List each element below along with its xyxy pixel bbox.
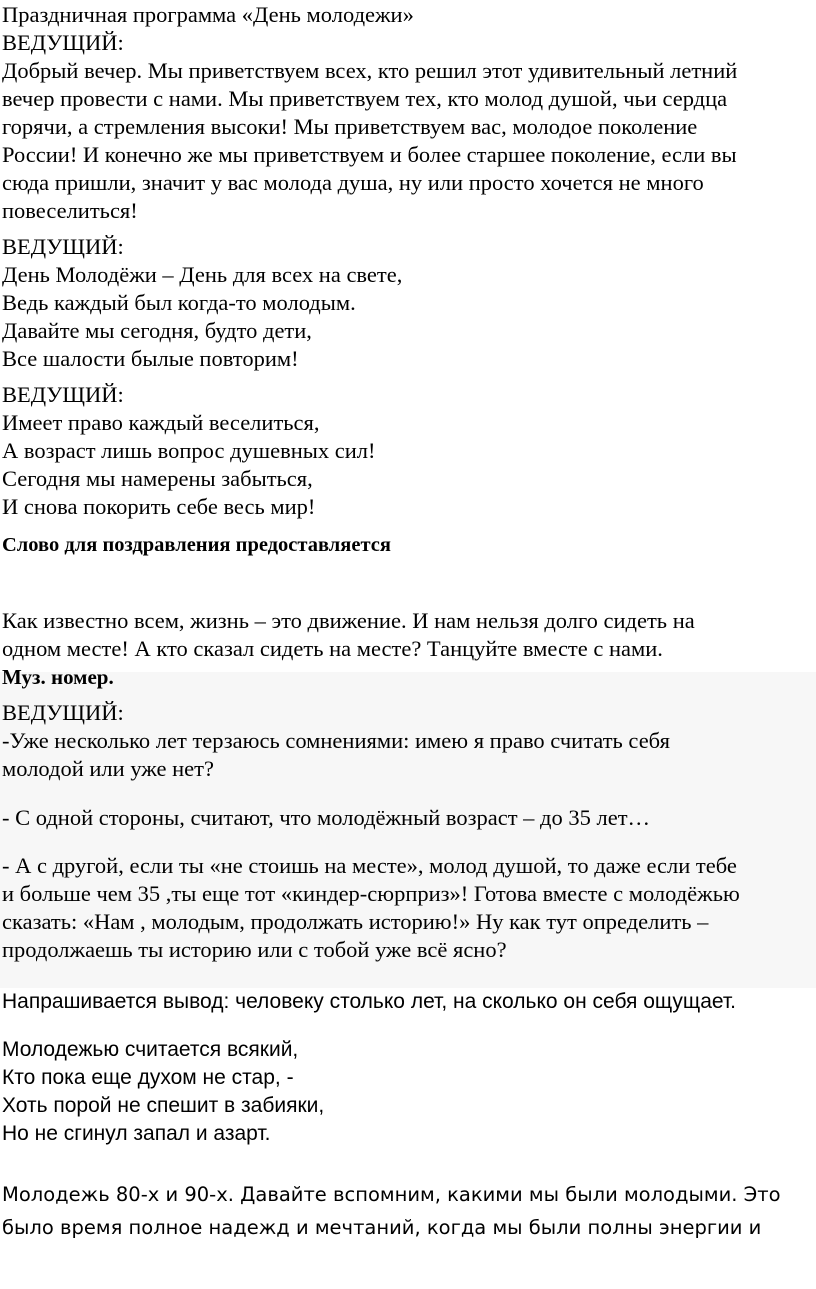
verse-line: Имеет право каждый веселиться,	[2, 410, 320, 435]
text-line: было время полное надежд и мечтаний, когда мы были полны энергии и	[2, 1216, 762, 1239]
poem-line: Хоть порой не спешит в забияки,	[2, 1094, 325, 1117]
host-label: ВЕДУЩИЙ:	[2, 700, 124, 725]
host-label: ВЕДУЩИЙ:	[2, 30, 124, 55]
verse-line: Сегодня мы намерены забыться,	[2, 466, 313, 491]
text-line: горячи, а стремления высоки! Мы приветствуем вас, молодое поколение	[2, 114, 698, 139]
music-number-heading: Муз. номер.	[2, 665, 114, 689]
text-line: - С одной стороны, считают, что молодёжный возраст – до 35 лет…	[2, 805, 651, 830]
host-speech-age-continued	[2, 852, 814, 964]
text-line: -Уже несколько лет терзаюсь сомнениями: имею я право считать себя	[2, 728, 670, 753]
poem-line: Но не сгинул запал и азарт.	[2, 1122, 271, 1145]
text-line: Добрый вечер. Мы приветствуем всех, кто решил этот удивительный летний	[2, 58, 738, 83]
host-label: ВЕДУЩИЙ:	[2, 382, 124, 407]
text-line: молодой или уже нет?	[2, 756, 214, 781]
text-line: и больше чем 35 ,ты еще тот «киндер-сюрприз»! Готова вместе с молодёжью	[2, 881, 740, 906]
host-speech-greeting	[2, 57, 814, 225]
verse-line: Все шалости былые повторим!	[2, 346, 299, 371]
decades-paragraph	[2, 1178, 814, 1244]
host-verse-youth-day	[2, 261, 814, 373]
text-line: Как известно всем, жизнь – это движение. И нам нельзя долго сидеть на	[2, 608, 695, 633]
host-label: ВЕДУЩИЙ:	[2, 234, 124, 259]
youth-poem	[2, 1036, 814, 1148]
text-line: - А с другой, если ты «не стоишь на месте», молод душой, то даже если тебе	[2, 853, 737, 878]
dance-paragraph	[2, 607, 814, 663]
host-verse-celebrate	[2, 409, 814, 521]
text-line: одном месте! А кто сказал сидеть на месте? Танцуйте вместе с нами.	[2, 636, 663, 661]
verse-line: Ведь каждый был когда-то молодым.	[2, 290, 356, 315]
decades-text: Давайте вспомним, какими мы были молодыми. Это	[240, 1183, 781, 1206]
verse-line: И снова покорить себе весь мир!	[2, 494, 316, 519]
text-line: сюда пришли, значит у вас молода душа, ну или просто хочется не много	[2, 170, 704, 195]
poem-line: Кто пока еще духом не стар, -	[2, 1066, 294, 1089]
verse-line: А возраст лишь вопрос душевных сил!	[2, 438, 376, 463]
text-line: сказать: «Нам , молодым, продолжать историю!» Ну как тут определить –	[2, 909, 709, 934]
text-line: России! И конечно же мы приветствуем и более старшее поколение, если вы	[2, 142, 737, 167]
congratulations-heading: Слово для поздравления предоставляется	[2, 534, 391, 556]
poem-line: Молодежью считается всякий,	[2, 1038, 299, 1061]
text-line: вечер провести с нами. Мы приветствуем тех, кто молод душой, чьи сердца	[2, 86, 728, 111]
verse-line: День Молодёжи – День для всех на свете,	[2, 262, 403, 287]
verse-line: Давайте мы сегодня, будто дети,	[2, 318, 312, 343]
decades-heading: Молодежь 80-х и 90-х.	[2, 1183, 234, 1206]
conclusion-paragraph: Напрашивается вывод: человеку столько лет, на сколько он себя ощущает.	[2, 990, 736, 1013]
text-line	[2, 1178, 814, 1211]
text-line: повеселиться!	[2, 198, 138, 223]
host-speech-age	[2, 727, 814, 964]
document-title: Праздничная программа «День молодежи»	[2, 2, 414, 27]
text-line: продолжаешь ты историю или с тобой уже всё ясно?	[2, 937, 507, 962]
